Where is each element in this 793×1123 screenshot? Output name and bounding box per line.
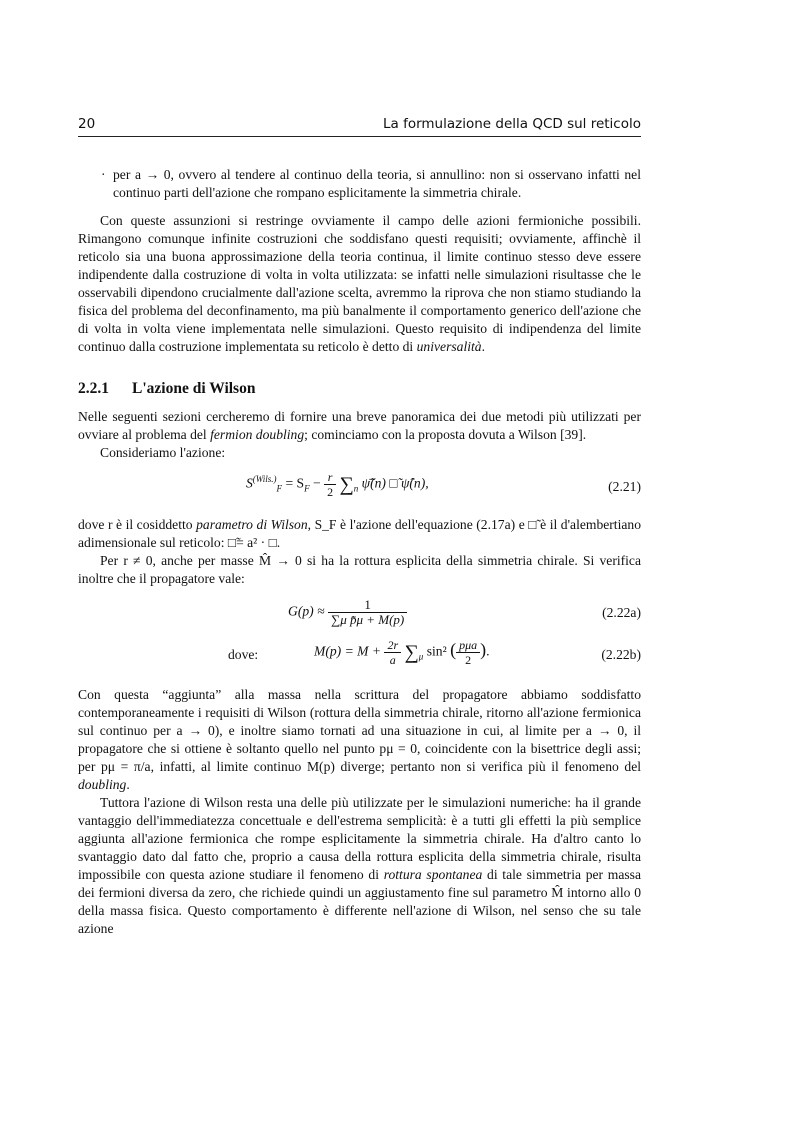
equation-label: dove:	[228, 647, 259, 662]
eq-lhs: S	[246, 475, 253, 491]
paragraph-wilson-usage: Tuttora l'azione di Wilson resta una delle più utilizzate per le simulazioni numeriche: ha il grande vantaggio dell'immediatezza concettuale e dell'estrema semplicità: è a tutti gli effetti la più semplice aggiunta all'azione fermionica che rompe esplicitamente la simmetria chirale. Ha d'altro canto lo svantaggio dato dal fatto che, proprio a causa della rottura esplicita della simmetria chirale, risulta impossibile con questa azione studiare il fenomeno di rottura spontanea di tale simmetria per massa dei fermioni diversa da zero, che richiede quindi un aggiustamento fine sul parametro M̂ intorno allo 0 della massa fisica. Questo comportamento è differente nell'azione di Wilson, nel senso che su tale azione	[78, 795, 641, 936]
equation-number: (2.22a)	[602, 605, 641, 620]
paragraph-propagator: Per r ≠ 0, anche per masse M̂ → 0 si ha la rottura esplicita della simmetria chirale. Si verifica inoltre che il propagatore vale:	[78, 553, 641, 586]
section-heading	[78, 380, 641, 398]
term-wilson-parameter: parametro di Wilson	[196, 517, 308, 532]
fraction: $\frac{2r}{a}$	[384, 638, 401, 667]
paragraph-wilson-parameter: dove r è il cosiddetto parametro di Wilson, S_F è l'azione dell'equazione (2.17a) e □̃ è il d'alembertiano adimensionale sul reticolo: □̃= a² · □.	[78, 517, 641, 550]
section-number: 2.2.1	[78, 380, 109, 397]
fraction: $\frac{r}{2}$	[324, 470, 336, 499]
equation-2-21: $S^{(Wils.)}_F = S_F$ − $\frac{r}{2}$ $\sum_n$ ψ̄̃(n) □̃ ψ̂(n), (2.21)	[246, 470, 641, 499]
running-title: La formulazione della QCD sul reticolo	[383, 116, 641, 132]
list-item	[78, 166, 641, 202]
term-doubling: doubling	[78, 777, 127, 792]
page-header	[78, 116, 641, 134]
paragraph-universality: Con queste assunzioni si restringe ovviamente il campo delle azioni fermioniche possibili. Rimangono comunque infinite costruzioni che soddisfano questi requisiti; ovviamente, affinchè il reticolo sia una buona approssimazione della teoria continua, il limite continuo stesso deve essere indipendente dalla costruzione di volta in volta utilizzata: se infatti nelle simulazioni risultasse che le osservabili dipendono crucialmente dall'azione scelta, avremmo la riprova che non stiamo studiando la fisica del problema del deconfinamento, ma più banalmente il comportamento generico dell'azione che di volta in volta viene implementata nelle simulazioni. Questo requisito di indipendenza del limite continuo dalla costruzione implementata su reticolo è detto di universalità.	[78, 213, 641, 354]
header-rule	[78, 136, 641, 137]
paragraph-intro: Nelle seguenti sezioni cercheremo di fornire una breve panoramica dei due metodi più utilizzati per ovviare al problema del fermion doubling; cominciamo con la proposta dovuta a Wilson [39].	[78, 409, 641, 442]
fraction: $\frac{\text{pμa}}{2}$	[456, 638, 480, 667]
bullet-marker: ·	[101, 167, 106, 182]
equation-2-22a: G(p) ≈ $\frac{1}{\text{∑μ p̄̃μ + M(p)}}$ (2.22a)	[288, 597, 641, 627]
paragraph-wilson-requirements: Con questa “aggiunta” alla massa nella scrittura del propagatore abbiamo soddisfatto contemporaneamente i requisiti di Wilson (rottura della simmetria chirale, ritorno all'azione fermionica sul continuo per a → 0), e inoltre siamo tornati ad una situazione in cui, al limite per a → 0, il propagatore che si ottiene è soltanto quello nel punto pμ = 0, coincidente con la bisettrice degli assi; per pμ = π/a, infatti, al limite continuo M(p) diverge; pertanto non si verifica più il fenomeno del doubling.	[78, 687, 641, 792]
term-spontaneous-breaking: rottura spontanea	[383, 867, 483, 882]
section-title: L'azione di Wilson	[132, 380, 256, 397]
page-body	[78, 166, 641, 938]
sum-symbol: ∑	[404, 641, 419, 664]
term-universality: universalità	[416, 339, 482, 354]
paragraph-consider: Consideriamo l'azione:	[100, 445, 226, 460]
term-fermion-doubling: fermion doubling	[210, 427, 305, 442]
bullet-text: per a → 0, ovvero al tendere al continuo della teoria, si annullino: non si osservano infatti nel continuo parti dell'azione che rompano esplicitamente la simmetria chirale.	[113, 167, 641, 200]
fraction: $\frac{1}{\text{∑μ p̄̃μ + M(p)}}$	[328, 598, 407, 627]
equation-2-22b: dove: M(p) = M + $\frac{2r}{a}$ $\sum_\mu$ sin² ( $\frac{\text{pμa}}{2}$ ). (2.22b)	[228, 638, 641, 667]
equation-number: (2.22b)	[601, 647, 641, 662]
sum-symbol: ∑	[339, 473, 354, 496]
page-number: 20	[78, 116, 96, 132]
equation-number: (2.21)	[608, 479, 641, 494]
